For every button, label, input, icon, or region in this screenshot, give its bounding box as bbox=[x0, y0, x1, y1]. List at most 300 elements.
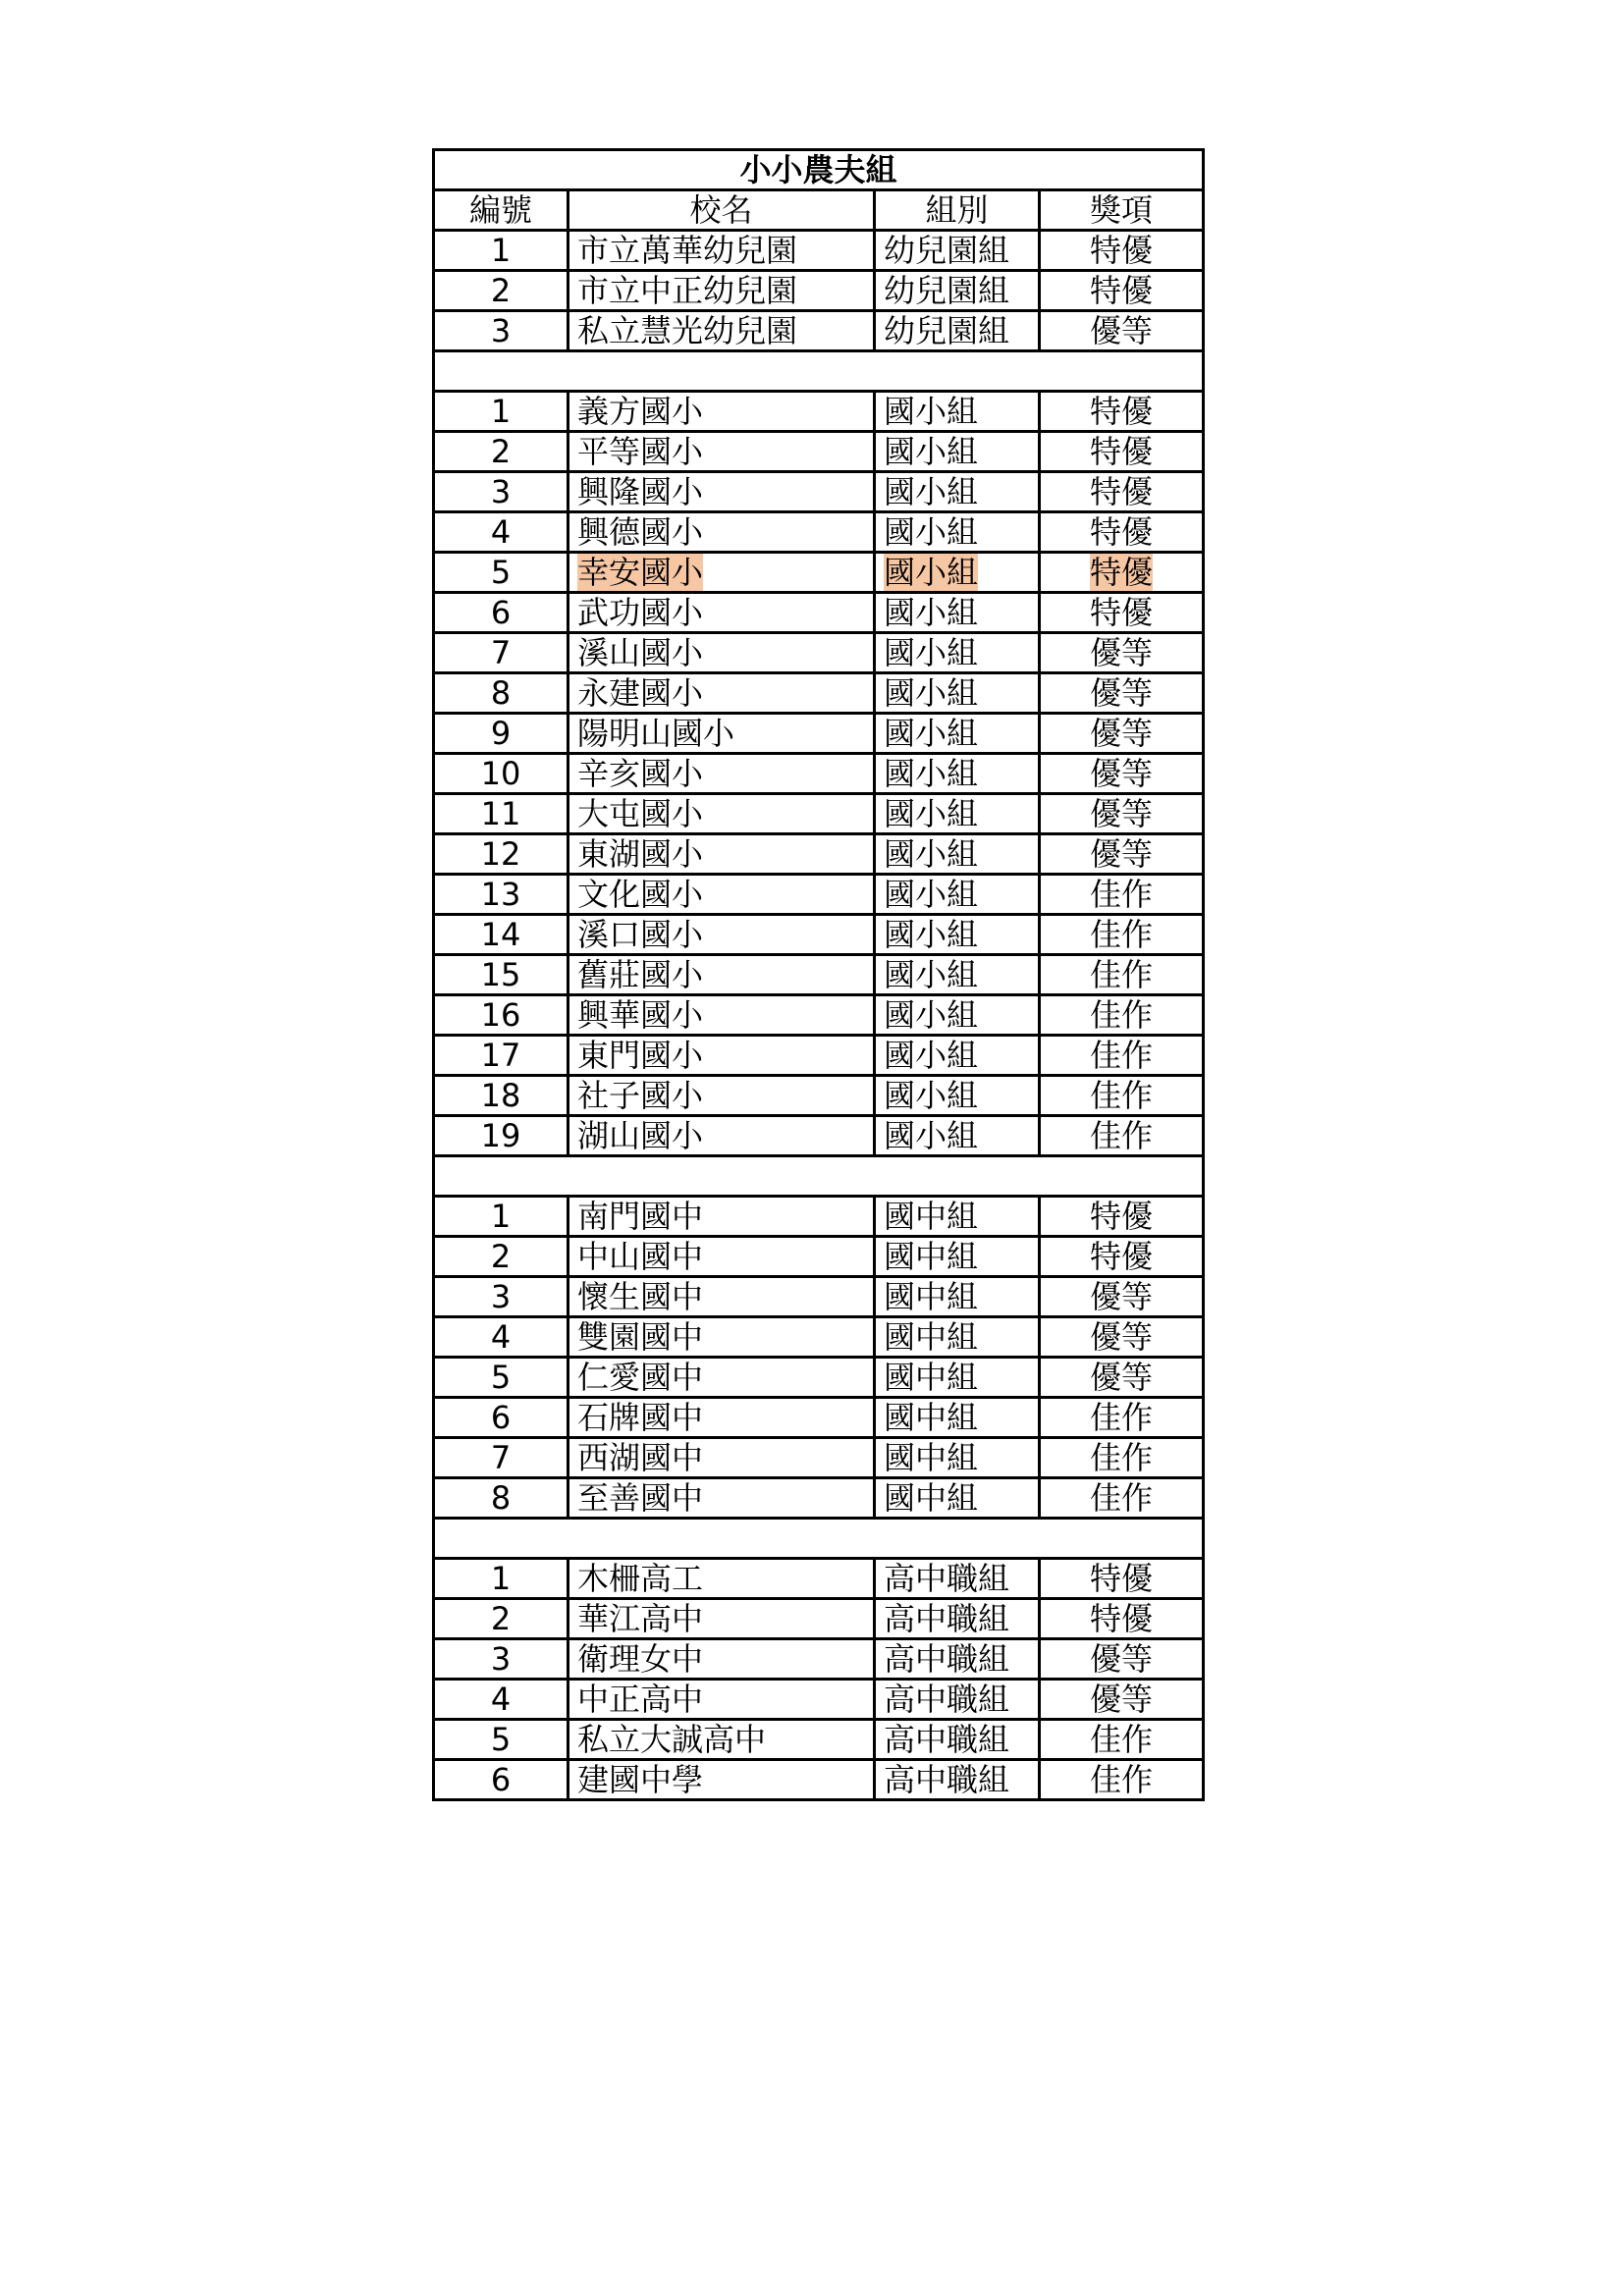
cell-school bbox=[568, 1599, 875, 1639]
cell-award-text: 佳作 bbox=[1090, 956, 1154, 993]
cell-award-text: 優等 bbox=[1090, 634, 1154, 671]
cell-award bbox=[1040, 1438, 1204, 1478]
cell-school-text: 溪山國小 bbox=[577, 634, 704, 671]
table-row bbox=[434, 1398, 1204, 1438]
cell-school-text: 雙園國中 bbox=[577, 1318, 704, 1356]
cell-number-text: 1 bbox=[490, 1198, 512, 1235]
cell-number bbox=[434, 1197, 568, 1237]
cell-award-text: 佳作 bbox=[1090, 1721, 1154, 1758]
cell-award bbox=[1040, 553, 1204, 593]
cell-group-text: 國小組 bbox=[884, 996, 979, 1034]
cell-award-text: 優等 bbox=[1090, 1681, 1154, 1718]
cell-school bbox=[568, 553, 875, 593]
cell-school bbox=[568, 271, 875, 311]
cell-award bbox=[1040, 834, 1204, 875]
cell-group-text: 國小組 bbox=[884, 513, 979, 551]
cell-school-text: 興華國小 bbox=[577, 996, 704, 1034]
cell-group-text: 國小組 bbox=[884, 1117, 979, 1154]
cell-school-text: 石牌國中 bbox=[577, 1399, 704, 1436]
table-row bbox=[434, 1197, 1204, 1237]
section-spacer bbox=[434, 1519, 1204, 1559]
cell-group bbox=[875, 1760, 1040, 1800]
cell-school-text: 仁愛國中 bbox=[577, 1359, 704, 1396]
cell-school-text: 興德國小 bbox=[577, 513, 704, 551]
cell-group bbox=[875, 834, 1040, 875]
cell-number-text: 3 bbox=[490, 312, 512, 349]
table-row bbox=[434, 593, 1204, 633]
table-row bbox=[434, 512, 1204, 553]
cell-award bbox=[1040, 1478, 1204, 1519]
cell-number bbox=[434, 1317, 568, 1358]
cell-group-text: 國中組 bbox=[884, 1238, 979, 1275]
cell-school bbox=[568, 392, 875, 432]
cell-number-text: 4 bbox=[490, 1681, 512, 1718]
cell-group-text: 幼兒園組 bbox=[884, 272, 1010, 309]
cell-group bbox=[875, 472, 1040, 512]
cell-group bbox=[875, 1599, 1040, 1639]
cell-group bbox=[875, 955, 1040, 995]
cell-award-text: 優等 bbox=[1090, 1318, 1154, 1356]
cell-award-text: 佳作 bbox=[1090, 1761, 1154, 1798]
table-row bbox=[434, 1639, 1204, 1680]
cell-school bbox=[568, 1277, 875, 1317]
cell-number-text: 19 bbox=[480, 1117, 521, 1154]
cell-number-text: 6 bbox=[490, 1399, 512, 1436]
cell-school bbox=[568, 1237, 875, 1277]
table-row bbox=[434, 553, 1204, 593]
cell-number bbox=[434, 593, 568, 633]
cell-award bbox=[1040, 754, 1204, 794]
cell-award bbox=[1040, 915, 1204, 955]
cell-school-text: 義方國小 bbox=[577, 393, 704, 430]
cell-number-text: 2 bbox=[490, 1600, 512, 1637]
cell-award bbox=[1040, 231, 1204, 271]
cell-school bbox=[568, 1760, 875, 1800]
table-row bbox=[434, 432, 1204, 472]
header-group: 組別 bbox=[875, 190, 1040, 231]
cell-school bbox=[568, 1197, 875, 1237]
cell-group-text: 國中組 bbox=[884, 1278, 979, 1315]
cell-group-text: 國小組 bbox=[884, 876, 979, 913]
cell-group bbox=[875, 231, 1040, 271]
cell-school-text: 衛理女中 bbox=[577, 1640, 704, 1678]
table-row bbox=[434, 754, 1204, 794]
cell-number-text: 14 bbox=[480, 916, 521, 953]
header-school: 校名 bbox=[568, 190, 875, 231]
cell-award bbox=[1040, 392, 1204, 432]
cell-award-text: 特優 bbox=[1090, 1198, 1154, 1235]
cell-number bbox=[434, 1559, 568, 1599]
cell-award-text: 優等 bbox=[1090, 715, 1154, 752]
cell-award-text: 優等 bbox=[1090, 312, 1154, 349]
cell-group-text: 幼兒園組 bbox=[884, 232, 1010, 269]
cell-number-text: 7 bbox=[490, 634, 512, 671]
cell-award-text: 特優 bbox=[1090, 433, 1154, 470]
table-row bbox=[434, 834, 1204, 875]
section-spacer bbox=[434, 1156, 1204, 1197]
cell-number bbox=[434, 472, 568, 512]
cell-group-text: 國小組 bbox=[884, 916, 979, 953]
cell-group bbox=[875, 633, 1040, 673]
cell-group-text: 國小組 bbox=[884, 473, 979, 510]
cell-number bbox=[434, 1358, 568, 1398]
table-row bbox=[434, 271, 1204, 311]
cell-school-text: 興隆國小 bbox=[577, 473, 704, 510]
cell-award-text: 優等 bbox=[1090, 835, 1154, 873]
cell-school-text: 溪口國小 bbox=[577, 916, 704, 953]
cell-school bbox=[568, 432, 875, 472]
cell-award bbox=[1040, 673, 1204, 714]
cell-group-text: 國中組 bbox=[884, 1198, 979, 1235]
cell-number-text: 4 bbox=[490, 1318, 512, 1356]
cell-school bbox=[568, 794, 875, 834]
cell-number bbox=[434, 1237, 568, 1277]
cell-number bbox=[434, 794, 568, 834]
cell-award-text: 佳作 bbox=[1090, 1077, 1154, 1114]
cell-group bbox=[875, 1317, 1040, 1358]
cell-school-text: 市立萬華幼兒園 bbox=[577, 232, 798, 269]
cell-number-text: 7 bbox=[490, 1439, 512, 1476]
cell-award-text: 佳作 bbox=[1090, 916, 1154, 953]
cell-group bbox=[875, 794, 1040, 834]
cell-school-text: 社子國小 bbox=[577, 1077, 704, 1114]
cell-group-text: 國小組 bbox=[884, 956, 979, 993]
cell-number-text: 13 bbox=[480, 876, 521, 913]
cell-school-text: 湖山國小 bbox=[577, 1117, 704, 1154]
cell-number bbox=[434, 1478, 568, 1519]
section-spacer bbox=[434, 351, 1204, 392]
table-row bbox=[434, 392, 1204, 432]
cell-group-text: 國小組 bbox=[884, 795, 979, 832]
cell-school bbox=[568, 1398, 875, 1438]
cell-group bbox=[875, 553, 1040, 593]
cell-school bbox=[568, 834, 875, 875]
table-row bbox=[434, 875, 1204, 915]
cell-school bbox=[568, 593, 875, 633]
cell-number bbox=[434, 1720, 568, 1760]
cell-group bbox=[875, 392, 1040, 432]
cell-number-text: 3 bbox=[490, 1640, 512, 1678]
table-row bbox=[434, 633, 1204, 673]
cell-school-text: 武功國小 bbox=[577, 594, 704, 631]
cell-award-text: 優等 bbox=[1090, 795, 1154, 832]
cell-number-text: 12 bbox=[480, 835, 521, 873]
cell-group-text: 高中職組 bbox=[884, 1600, 1010, 1637]
cell-group-text: 國小組 bbox=[884, 1077, 979, 1114]
cell-school-text: 懷生國中 bbox=[577, 1278, 704, 1315]
cell-group-text: 國中組 bbox=[884, 1439, 979, 1476]
cell-number bbox=[434, 955, 568, 995]
cell-number-text: 8 bbox=[490, 1479, 512, 1517]
cell-school-text: 市立中正幼兒園 bbox=[577, 272, 798, 309]
cell-group bbox=[875, 1237, 1040, 1277]
cell-group bbox=[875, 875, 1040, 915]
cell-number-text: 6 bbox=[490, 594, 512, 631]
award-table bbox=[432, 148, 1205, 1801]
cell-number bbox=[434, 714, 568, 754]
cell-number bbox=[434, 915, 568, 955]
cell-number bbox=[434, 1076, 568, 1116]
cell-group-text: 高中職組 bbox=[884, 1681, 1010, 1718]
cell-number bbox=[434, 512, 568, 553]
cell-number-text: 2 bbox=[490, 272, 512, 309]
cell-group bbox=[875, 512, 1040, 553]
cell-school-text: 至善國中 bbox=[577, 1479, 704, 1517]
table-row bbox=[434, 311, 1204, 351]
cell-award-text: 特優 bbox=[1090, 1238, 1154, 1275]
cell-award-text: 優等 bbox=[1090, 1359, 1154, 1396]
cell-award bbox=[1040, 1317, 1204, 1358]
table-row bbox=[434, 231, 1204, 271]
cell-school-text: 木柵高工 bbox=[577, 1560, 704, 1597]
cell-school bbox=[568, 1076, 875, 1116]
cell-school bbox=[568, 673, 875, 714]
cell-number-text: 2 bbox=[490, 433, 512, 470]
cell-award bbox=[1040, 432, 1204, 472]
cell-group-text: 國中組 bbox=[884, 1479, 979, 1517]
cell-number bbox=[434, 1599, 568, 1639]
cell-group bbox=[875, 1639, 1040, 1680]
cell-school-text: 永建國小 bbox=[577, 674, 704, 712]
cell-group bbox=[875, 432, 1040, 472]
cell-group bbox=[875, 311, 1040, 351]
cell-school bbox=[568, 472, 875, 512]
cell-school bbox=[568, 1639, 875, 1680]
cell-group-text: 國中組 bbox=[884, 1359, 979, 1396]
cell-number bbox=[434, 995, 568, 1036]
cell-award-text: 特優 bbox=[1090, 554, 1154, 591]
cell-number-text: 18 bbox=[480, 1077, 521, 1114]
cell-school bbox=[568, 1478, 875, 1519]
cell-number bbox=[434, 1398, 568, 1438]
section-spacer-row bbox=[434, 1156, 1204, 1197]
table-row bbox=[434, 1760, 1204, 1800]
cell-school-text: 華江高中 bbox=[577, 1600, 704, 1637]
cell-group bbox=[875, 1036, 1040, 1076]
cell-school bbox=[568, 995, 875, 1036]
cell-award-text: 佳作 bbox=[1090, 1399, 1154, 1436]
cell-award bbox=[1040, 955, 1204, 995]
cell-number bbox=[434, 1116, 568, 1156]
cell-school bbox=[568, 1116, 875, 1156]
cell-number bbox=[434, 1639, 568, 1680]
cell-number bbox=[434, 1438, 568, 1478]
cell-number bbox=[434, 271, 568, 311]
table-row bbox=[434, 1277, 1204, 1317]
cell-group bbox=[875, 1438, 1040, 1478]
cell-number-text: 8 bbox=[490, 674, 512, 712]
cell-group bbox=[875, 1277, 1040, 1317]
cell-award-text: 特優 bbox=[1090, 1600, 1154, 1637]
cell-award-text: 佳作 bbox=[1090, 1479, 1154, 1517]
cell-school-text: 陽明山國小 bbox=[577, 715, 735, 752]
cell-number-text: 5 bbox=[490, 554, 512, 591]
cell-number bbox=[434, 1036, 568, 1076]
cell-school bbox=[568, 1559, 875, 1599]
table-row bbox=[434, 472, 1204, 512]
cell-group-text: 國小組 bbox=[884, 433, 979, 470]
table-row bbox=[434, 1680, 1204, 1720]
cell-school bbox=[568, 955, 875, 995]
cell-award-text: 特優 bbox=[1090, 272, 1154, 309]
cell-group-text: 高中職組 bbox=[884, 1640, 1010, 1678]
cell-number bbox=[434, 875, 568, 915]
cell-number-text: 9 bbox=[490, 715, 512, 752]
cell-number bbox=[434, 1277, 568, 1317]
cell-award-text: 佳作 bbox=[1090, 996, 1154, 1034]
section-spacer-row bbox=[434, 351, 1204, 392]
cell-group-text: 國中組 bbox=[884, 1318, 979, 1356]
table-row bbox=[434, 794, 1204, 834]
table-title: 小小農夫組 bbox=[434, 150, 1204, 190]
cell-number-text: 5 bbox=[490, 1359, 512, 1396]
table-row bbox=[434, 915, 1204, 955]
cell-group bbox=[875, 673, 1040, 714]
cell-group-text: 高中職組 bbox=[884, 1761, 1010, 1798]
table-row bbox=[434, 1720, 1204, 1760]
title-row bbox=[434, 150, 1204, 190]
cell-school bbox=[568, 311, 875, 351]
cell-award bbox=[1040, 1639, 1204, 1680]
cell-award-text: 優等 bbox=[1090, 674, 1154, 712]
cell-number bbox=[434, 754, 568, 794]
cell-group bbox=[875, 593, 1040, 633]
cell-award bbox=[1040, 1277, 1204, 1317]
table-row bbox=[434, 1237, 1204, 1277]
cell-number bbox=[434, 432, 568, 472]
cell-award bbox=[1040, 794, 1204, 834]
cell-number-text: 6 bbox=[490, 1761, 512, 1798]
cell-award bbox=[1040, 1398, 1204, 1438]
cell-school-text: 建國中學 bbox=[577, 1761, 704, 1798]
cell-school-text: 中山國中 bbox=[577, 1238, 704, 1275]
cell-award bbox=[1040, 1599, 1204, 1639]
cell-school bbox=[568, 1358, 875, 1398]
table-row bbox=[434, 1559, 1204, 1599]
cell-award bbox=[1040, 1076, 1204, 1116]
cell-award-text: 優等 bbox=[1090, 1278, 1154, 1315]
cell-award bbox=[1040, 714, 1204, 754]
cell-number bbox=[434, 673, 568, 714]
cell-school bbox=[568, 1720, 875, 1760]
cell-award-text: 佳作 bbox=[1090, 1117, 1154, 1154]
cell-school-text: 舊莊國小 bbox=[577, 956, 704, 993]
cell-school-text: 大屯國小 bbox=[577, 795, 704, 832]
cell-group-text: 高中職組 bbox=[884, 1560, 1010, 1597]
cell-school bbox=[568, 512, 875, 553]
cell-school bbox=[568, 714, 875, 754]
cell-school bbox=[568, 875, 875, 915]
cell-number bbox=[434, 392, 568, 432]
cell-number-text: 3 bbox=[490, 1278, 512, 1315]
cell-award-text: 特優 bbox=[1090, 1560, 1154, 1597]
cell-school-text: 平等國小 bbox=[577, 433, 704, 470]
cell-award-text: 特優 bbox=[1090, 594, 1154, 631]
cell-number-text: 5 bbox=[490, 1721, 512, 1758]
cell-school-text: 南門國中 bbox=[577, 1198, 704, 1235]
header-award: 獎項 bbox=[1040, 190, 1204, 231]
cell-group bbox=[875, 754, 1040, 794]
cell-number bbox=[434, 553, 568, 593]
cell-number bbox=[434, 231, 568, 271]
cell-award bbox=[1040, 512, 1204, 553]
cell-number-text: 17 bbox=[480, 1037, 521, 1074]
cell-award bbox=[1040, 1036, 1204, 1076]
cell-school bbox=[568, 754, 875, 794]
table-row bbox=[434, 955, 1204, 995]
table-row bbox=[434, 1358, 1204, 1398]
cell-school-text: 私立大誠高中 bbox=[577, 1721, 767, 1758]
cell-group bbox=[875, 1116, 1040, 1156]
table-row bbox=[434, 1036, 1204, 1076]
cell-award-text: 優等 bbox=[1090, 1640, 1154, 1678]
cell-school-text: 幸安國小 bbox=[577, 554, 704, 591]
cell-award-text: 優等 bbox=[1090, 755, 1154, 792]
table-row bbox=[434, 1478, 1204, 1519]
cell-group bbox=[875, 1680, 1040, 1720]
cell-award bbox=[1040, 633, 1204, 673]
cell-group bbox=[875, 995, 1040, 1036]
cell-group-text: 國小組 bbox=[884, 554, 979, 591]
cell-group-text: 國小組 bbox=[884, 715, 979, 752]
cell-group bbox=[875, 1197, 1040, 1237]
cell-number bbox=[434, 633, 568, 673]
cell-award bbox=[1040, 1197, 1204, 1237]
cell-number bbox=[434, 1760, 568, 1800]
cell-award bbox=[1040, 1680, 1204, 1720]
cell-award bbox=[1040, 311, 1204, 351]
cell-award bbox=[1040, 271, 1204, 311]
cell-school bbox=[568, 1036, 875, 1076]
cell-group-text: 國小組 bbox=[884, 634, 979, 671]
cell-school-text: 私立慧光幼兒園 bbox=[577, 312, 798, 349]
cell-group bbox=[875, 1398, 1040, 1438]
cell-school-text: 辛亥國小 bbox=[577, 755, 704, 792]
cell-award-text: 佳作 bbox=[1090, 1439, 1154, 1476]
cell-number-text: 1 bbox=[490, 1560, 512, 1597]
cell-number-text: 4 bbox=[490, 513, 512, 551]
cell-award-text: 特優 bbox=[1090, 513, 1154, 551]
cell-award-text: 特優 bbox=[1090, 473, 1154, 510]
cell-school-text: 文化國小 bbox=[577, 876, 704, 913]
header-row bbox=[434, 190, 1204, 231]
cell-number-text: 11 bbox=[480, 795, 521, 832]
cell-group-text: 國小組 bbox=[884, 835, 979, 873]
table-row bbox=[434, 673, 1204, 714]
cell-award-text: 佳作 bbox=[1090, 876, 1154, 913]
cell-group-text: 國中組 bbox=[884, 1399, 979, 1436]
cell-school bbox=[568, 633, 875, 673]
cell-number-text: 1 bbox=[490, 393, 512, 430]
cell-school bbox=[568, 915, 875, 955]
cell-group-text: 高中職組 bbox=[884, 1721, 1010, 1758]
table-row bbox=[434, 1076, 1204, 1116]
section-spacer-row bbox=[434, 1519, 1204, 1559]
table-row bbox=[434, 714, 1204, 754]
cell-group-text: 幼兒園組 bbox=[884, 312, 1010, 349]
cell-school-text: 東湖國小 bbox=[577, 835, 704, 873]
cell-school bbox=[568, 1317, 875, 1358]
cell-award bbox=[1040, 1720, 1204, 1760]
cell-number bbox=[434, 834, 568, 875]
cell-school bbox=[568, 1438, 875, 1478]
cell-number-text: 3 bbox=[490, 473, 512, 510]
cell-award bbox=[1040, 1760, 1204, 1800]
table-row bbox=[434, 995, 1204, 1036]
cell-award bbox=[1040, 593, 1204, 633]
cell-group bbox=[875, 1559, 1040, 1599]
cell-school bbox=[568, 1680, 875, 1720]
